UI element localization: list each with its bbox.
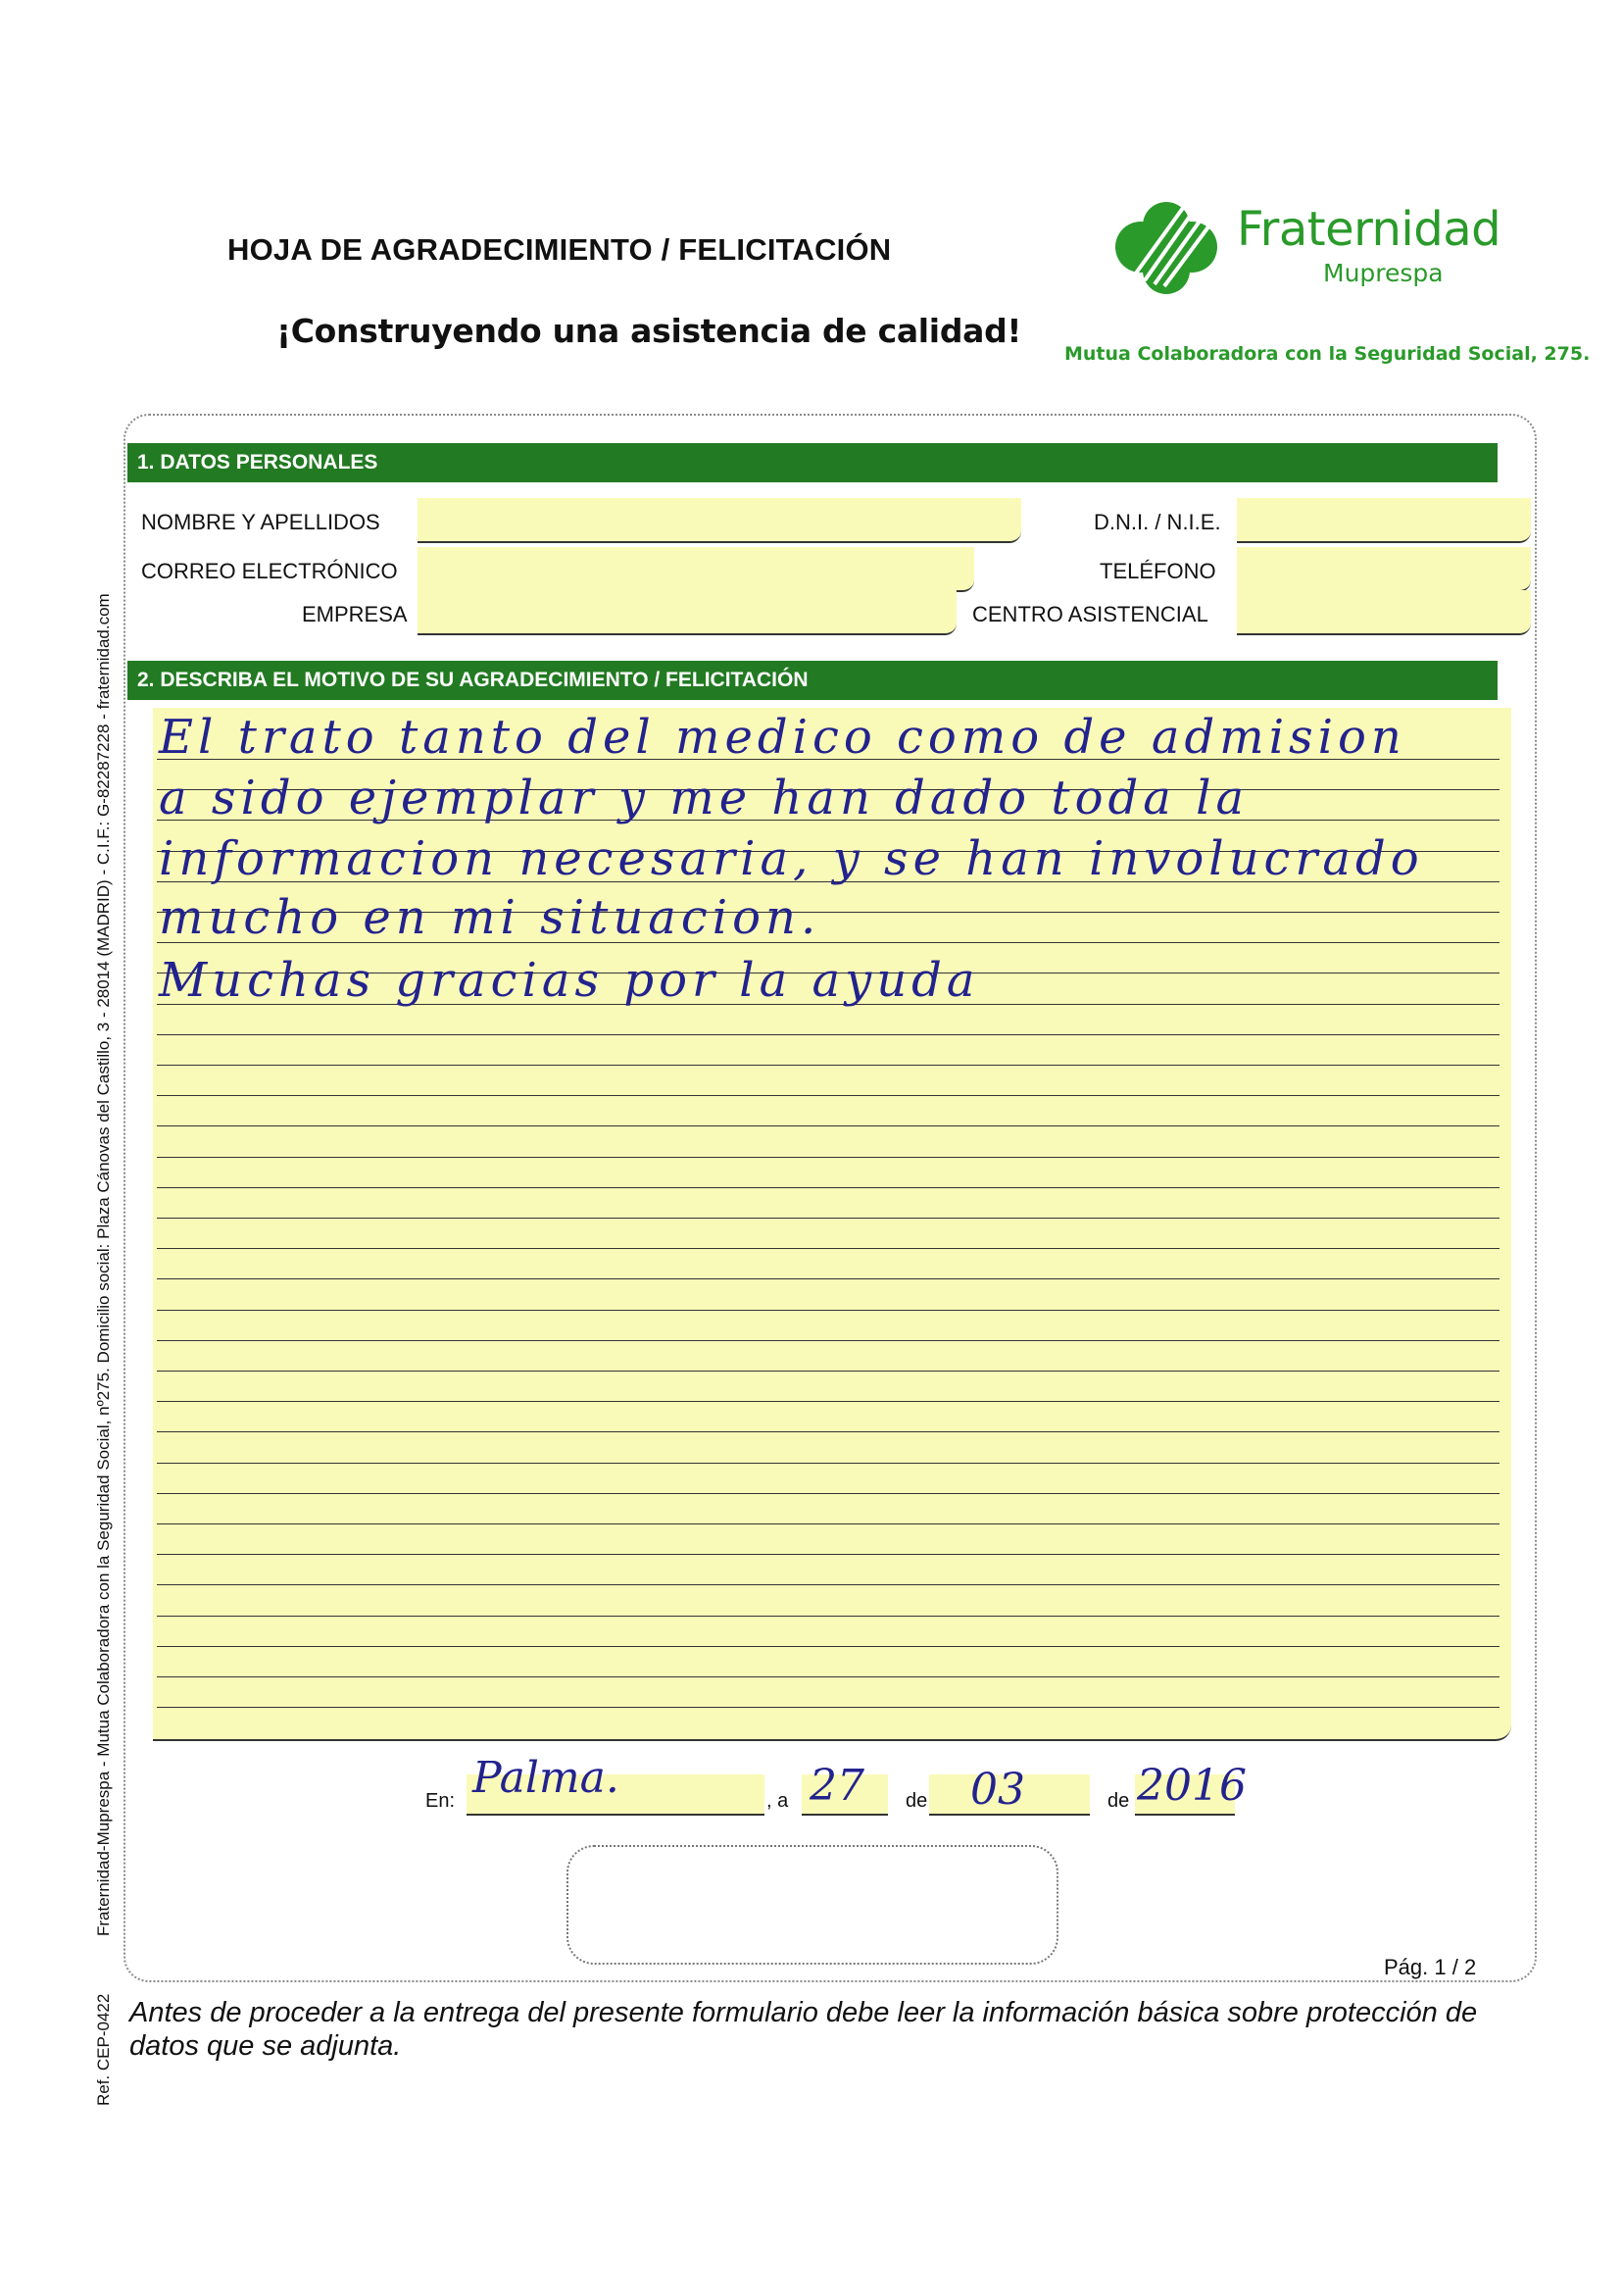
form-subtitle: ¡Construyendo una asistencia de calidad! (276, 312, 1022, 350)
ruled-line (157, 1646, 1500, 1647)
handwritten-line-3: informacion necesaria, y se han involucrado (159, 831, 1424, 886)
nombre-label: NOMBRE Y APELLIDOS (141, 510, 380, 534)
ruled-line (157, 1278, 1500, 1279)
month-value: 03 (970, 1765, 1025, 1815)
nombre-field[interactable] (418, 498, 1021, 543)
page-number: Pág. 1 / 2 (1384, 1955, 1477, 1979)
section-personal-data-heading: 1. DATOS PERSONALES (127, 443, 1498, 482)
ruled-line (157, 1616, 1500, 1617)
ruled-line (157, 1676, 1500, 1677)
de-label-2: de (1107, 1790, 1130, 1812)
ruled-line (157, 1187, 1500, 1188)
fraternidad-logo-icon (1106, 198, 1229, 296)
handwritten-line-4: mucho en mi situacion. (159, 890, 821, 945)
signature-box[interactable] (566, 1845, 1058, 1965)
empresa-label: EMPRESA (302, 602, 408, 626)
ruled-line (157, 1401, 1500, 1402)
telefono-label: TELÉFONO (1100, 559, 1216, 583)
ruled-line (157, 1125, 1500, 1126)
data-protection-notice: Antes de proceder a la entrega del presente formulario debe leer la información básica sobre protección de datos que se adjunta. (129, 1997, 1478, 2062)
ruled-line (157, 1463, 1500, 1464)
a-label: , a (766, 1790, 789, 1812)
centro-label: CENTRO ASISTENCIAL (972, 602, 1208, 626)
centro-field[interactable] (1237, 590, 1531, 635)
ruled-line (157, 1218, 1500, 1219)
ruled-line (157, 1065, 1500, 1066)
form-title: HOJA DE AGRADECIMIENTO / FELICITACIÓN (227, 232, 892, 267)
logo-name: Fraternidad (1237, 202, 1501, 257)
ruled-line (157, 1248, 1500, 1249)
handwritten-line-2: a sido ejemplar y me han dado toda la (159, 771, 1250, 825)
mutua-line: Mutua Colaboradora con la Seguridad Social, 275. (1064, 343, 1591, 365)
side-legal-text: Fraternidad-Muprespa - Mutua Colaboradora con la Seguridad Social, nº275. Domicilio social: Plaza Cánovas del Castillo, 3 - 28014 (MADRID) - C.I.F.: G-82287228 - fraternidad.com (94, 593, 113, 1936)
ruled-line (157, 1310, 1500, 1311)
ruled-line (157, 1584, 1500, 1585)
ruled-line (157, 1034, 1500, 1035)
section-motive-heading: 2. DESCRIBA EL MOTIVO DE SU AGRADECIMIENTO / FELICITACIÓN (127, 661, 1498, 700)
handwritten-line-5: Muchas gracias por la ayuda (159, 953, 980, 1008)
ruled-line (157, 1340, 1500, 1341)
ruled-line (157, 1371, 1500, 1372)
ruled-line (157, 1707, 1500, 1708)
ruled-line (157, 1493, 1500, 1494)
empresa-field[interactable] (418, 590, 957, 635)
day-value: 27 (810, 1761, 864, 1811)
place-value: Palma. (472, 1753, 619, 1803)
dni-label: D.N.I. / N.I.E. (1094, 510, 1221, 534)
correo-label: CORREO ELECTRÓNICO (141, 559, 398, 583)
correo-field[interactable] (418, 547, 974, 592)
year-value: 2016 (1137, 1761, 1247, 1811)
telefono-field[interactable] (1237, 547, 1531, 592)
ruled-line (157, 1431, 1500, 1432)
ruled-line (157, 1095, 1500, 1096)
ruled-line (157, 1157, 1500, 1158)
en-label: En: (425, 1790, 456, 1812)
dni-field[interactable] (1237, 498, 1531, 543)
de-label-1: de (906, 1790, 928, 1812)
logo-subname: Muprespa (1323, 259, 1444, 287)
ruled-line (157, 1554, 1500, 1555)
ruled-line (157, 1523, 1500, 1524)
reference-code: Ref. CEP-0422 (94, 1993, 113, 2106)
handwritten-line-1: El trato tanto del medico como de admision (159, 710, 1406, 765)
